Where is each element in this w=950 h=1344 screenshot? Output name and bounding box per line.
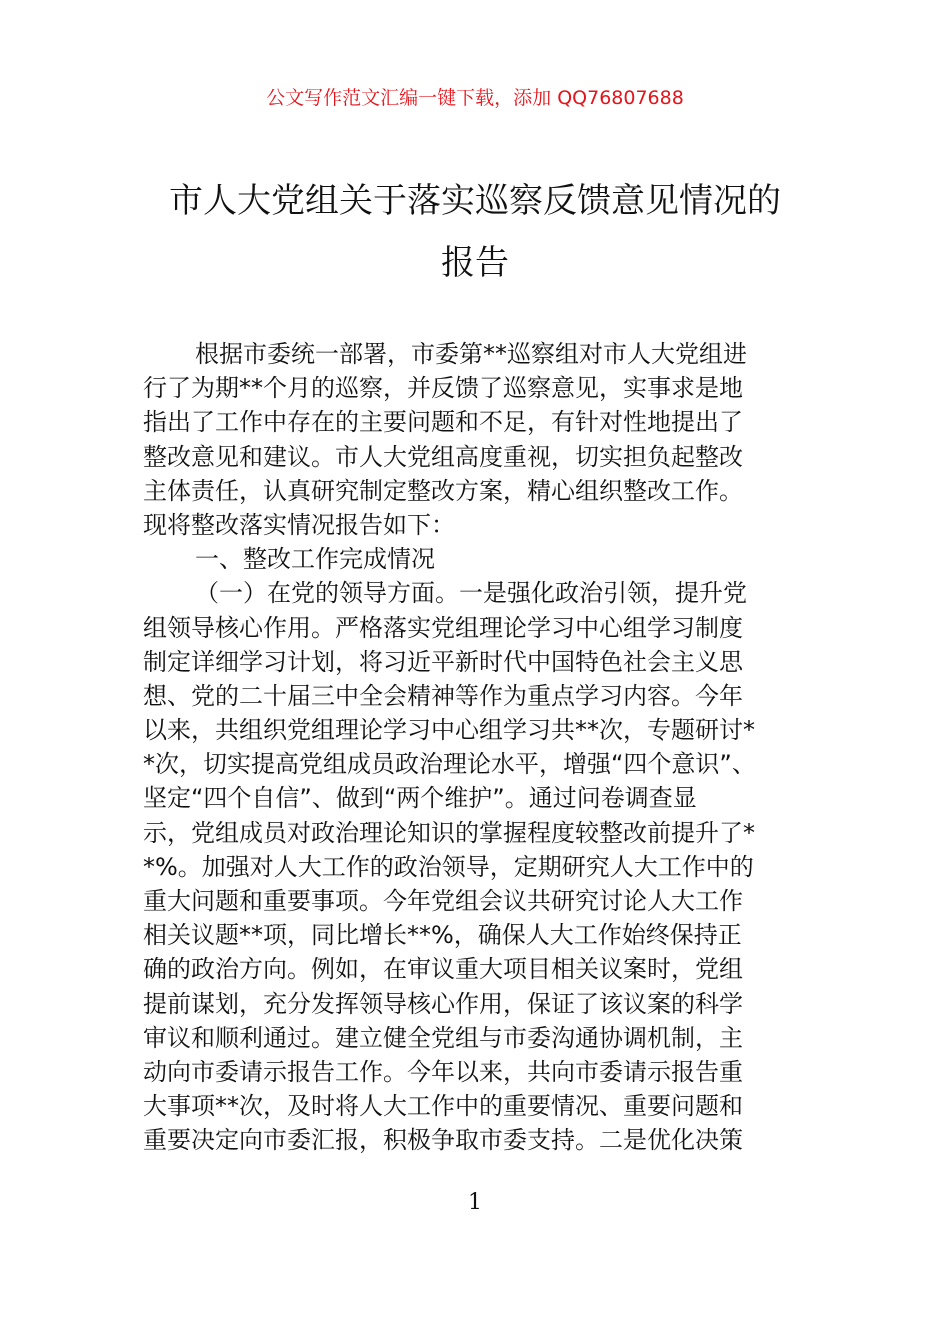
body-line: 制定详细学习计划，将习近平新时代中国特色社会主义思 (143, 647, 743, 676)
body-line: 根据市委统一部署，市委第**巡察组对市人大党组进 (195, 340, 747, 368)
body-line: 确的政治方向。例如，在审议重大项目相关议案时，党组 (143, 955, 743, 984)
document-title (0, 170, 950, 294)
body-line: 整改意见和建议。市人大党组高度重视，切实担负起整改 (143, 442, 743, 471)
body-line: 大事项**次，及时将人大工作中的重要情况、重要问题和 (143, 1092, 743, 1121)
title-line: 报告 (441, 243, 509, 283)
body-line: 组领导核心作用。严格落实党组理论学习中心组学习制度 (143, 613, 743, 642)
body-line: 指出了工作中存在的主要问题和不足，有针对性地提出了 (143, 408, 743, 437)
body-line: 想、党的二十届三中全会精神等作为重点学习内容。今年 (143, 681, 743, 710)
body-line: 动向市委请示报告工作。今年以来，共向市委请示报告重 (143, 1057, 743, 1086)
body-line: *次，切实提高党组成员政治理论水平，增强“四个意识”、 (143, 750, 756, 779)
page-number: 1 (468, 1190, 482, 1215)
body-line: *%。加强对人大工作的政治领导，定期研究人大工作中的 (143, 852, 754, 881)
body-line: 以来，共组织党组理论学习中心组学习共**次，专题研讨* (143, 716, 755, 745)
body-line: 提前谋划，充分发挥领导核心作用，保证了该议案的科学 (143, 989, 743, 1018)
body-line: 行了为期**个月的巡察，并反馈了巡察意见，实事求是地 (143, 374, 743, 403)
body-line: 重要决定向市委汇报，积极争取市委支持。二是优化决策 (143, 1126, 743, 1155)
body-line: 重大问题和重要事项。今年党组会议共研究讨论人大工作 (143, 887, 743, 915)
body-line: 坚定“四个自信”、做到“两个维护”。通过问卷调查显 (143, 784, 697, 813)
section-heading: 一、整改工作完成情况 (195, 545, 435, 574)
body-line: 示，党组成员对政治理论知识的掌握程度较整改前提升了* (143, 818, 755, 847)
body-line: 相关议题**项，同比增长**%，确保人大工作始终保持正 (143, 921, 742, 950)
title-line: 市人大党组关于落实巡察反馈意见情况的 (169, 181, 781, 221)
promo-banner[interactable]: 公文写作范文汇编一键下载，添加 QQ76807688 (266, 87, 684, 109)
body-line: 审议和顺利通过。建立健全党组与市委沟通协调机制，主 (143, 1023, 743, 1052)
body-line: 现将整改落实情况报告如下： (143, 510, 455, 539)
body-line: （一）在党的领导方面。一是强化政治引领，提升党 (195, 579, 747, 608)
body-line: 主体责任，认真研究制定整改方案，精心组织整改工作。 (143, 476, 743, 505)
document-body (143, 337, 813, 1158)
